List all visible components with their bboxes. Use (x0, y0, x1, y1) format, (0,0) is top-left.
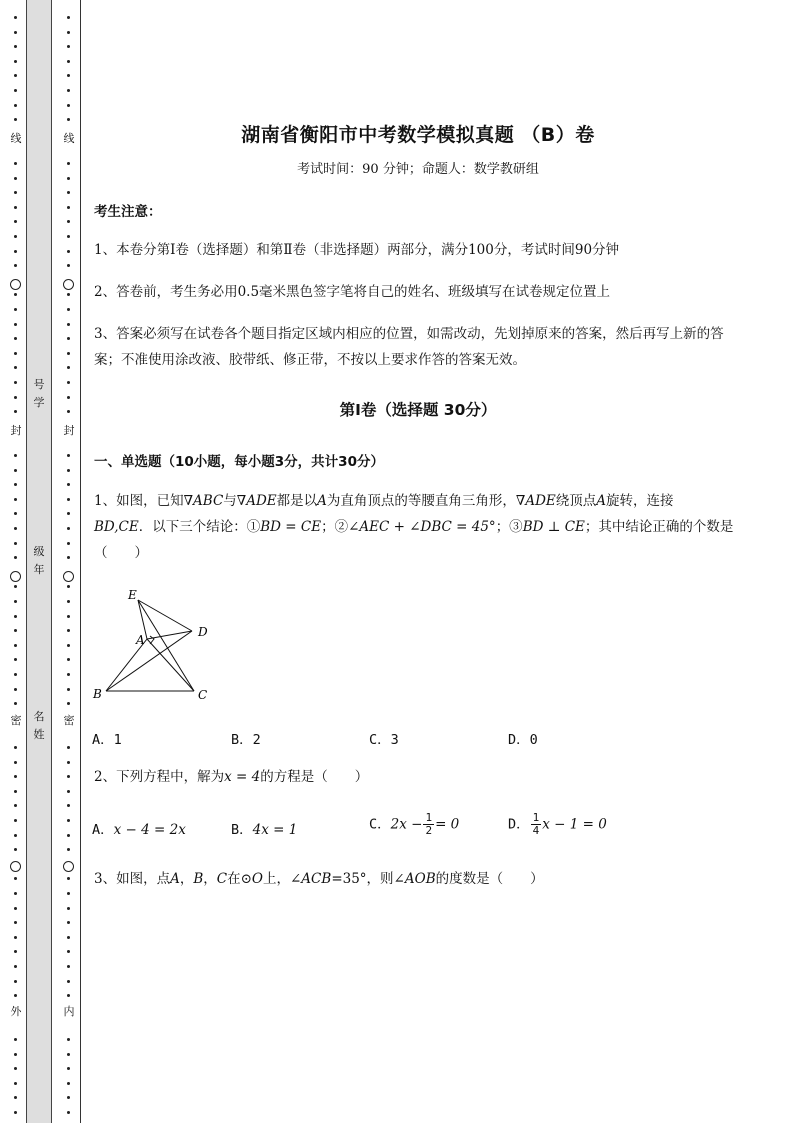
binding-dot (67, 469, 70, 472)
notice-item-1: 1、本卷分第I卷（选择题）和第Ⅱ卷（非选择题）两部分，满分100分，考试时间90分钟 (94, 242, 620, 258)
binding-dot (14, 264, 17, 267)
figure-label-b: B (93, 687, 102, 701)
binding-dot (14, 907, 17, 910)
binding-dot (14, 483, 17, 486)
binding-dot (14, 512, 17, 515)
binding-dot (14, 293, 17, 296)
binding-dot (14, 950, 17, 953)
binding-dot (67, 498, 70, 501)
binding-dot (14, 118, 17, 121)
binding-dot (14, 191, 17, 194)
q2-option-a[interactable]: A．x − 4 = 2x (92, 822, 186, 838)
binding-dot (14, 936, 17, 939)
binding-dot (67, 512, 70, 515)
right-dot-column (63, 0, 75, 1123)
margin-rule-line (80, 0, 81, 1123)
binding-dot (67, 1053, 70, 1056)
binding-dot (67, 410, 70, 413)
binding-circle-mark (10, 861, 21, 872)
binding-dot (67, 1111, 70, 1114)
binding-dot (67, 381, 70, 384)
exam-paper (92, 0, 752, 1123)
binding-dot (14, 498, 17, 501)
notice-item-3: 3、答案必须写在试卷各个题目指定区域内相应的位置，如需改动，先划掉原来的答案，然后再写上新的答案；不准使用涂改液、胶带纸、修正带，不按以上要求作答的答案无效。 (94, 326, 724, 368)
binding-dot (14, 45, 17, 48)
binding-dot (67, 907, 70, 910)
binding-dot (67, 396, 70, 399)
binding-dot (14, 396, 17, 399)
binding-dot (67, 16, 70, 19)
binding-margin (0, 0, 90, 1123)
binding-dot (14, 74, 17, 77)
binding-dot (67, 191, 70, 194)
binding-dot (14, 585, 17, 588)
binding-dot (67, 965, 70, 968)
binding-dot (67, 542, 70, 545)
binding-dot (67, 892, 70, 895)
binding-dot (14, 600, 17, 603)
binding-dot (14, 527, 17, 530)
binding-dot (67, 104, 70, 107)
binding-dot (14, 323, 17, 326)
binding-dot (14, 104, 17, 107)
question-3-text: 3、如图，点A，B，C在⊙O上，∠ACB=35°，则∠AOB的度数是（ ） (94, 871, 544, 887)
binding-dot (67, 980, 70, 983)
binding-dot (67, 1096, 70, 1099)
q1-option-a[interactable]: A．1 (92, 732, 122, 748)
q1-option-b[interactable]: B．2 (231, 732, 261, 748)
binding-dot (14, 615, 17, 618)
left-dot-column (10, 0, 22, 1123)
binding-dot (14, 542, 17, 545)
binding-dot (67, 89, 70, 92)
binding-dot (14, 892, 17, 895)
question-1-text: 1、如图，已知∇ABC与∇ADE都是以A为直角顶点的等腰直角三角形，∇ADE绕顶点A旋转，连接 BD,CE．以下三个结论：①BD = CE；②∠AEC + ∠DBC = 45°；③BD ⊥ CE；其中结论正确的个数是（ ） (94, 493, 734, 561)
binding-dot (67, 264, 70, 267)
binding-dot (67, 1038, 70, 1041)
binding-dot (14, 31, 17, 34)
binding-circle-mark (63, 279, 74, 290)
binding-dot (67, 921, 70, 924)
figure-label-c: C (198, 688, 208, 702)
binding-dot (14, 1096, 17, 1099)
binding-dot (14, 177, 17, 180)
binding-dot (14, 162, 17, 165)
q1-option-d[interactable]: D．0 (508, 732, 538, 748)
field-student-id-top: 号 (33, 378, 45, 391)
binding-dot (14, 834, 17, 837)
q2-option-b[interactable]: B．4x = 1 (231, 822, 298, 838)
binding-circle-mark (10, 279, 21, 290)
binding-dot (67, 629, 70, 632)
binding-dot (67, 308, 70, 311)
binding-dot (14, 848, 17, 851)
binding-dot (67, 804, 70, 807)
binding-dot (67, 162, 70, 165)
binding-dot (67, 877, 70, 880)
binding-dot (67, 950, 70, 953)
binding-dot (14, 688, 17, 691)
binding-dot (67, 293, 70, 296)
binding-circle-mark (63, 861, 74, 872)
binding-dot (14, 469, 17, 472)
question-2-text: 2、下列方程中，解为x = 4的方程是（ ） (94, 769, 369, 785)
binding-dot (67, 483, 70, 486)
question-1-options (92, 728, 742, 752)
binding-dot (67, 673, 70, 676)
binding-dot (14, 819, 17, 822)
binding-dot (14, 658, 17, 661)
binding-dot (67, 994, 70, 997)
binding-dot (14, 89, 17, 92)
margin-mark-line: 线 (63, 132, 75, 145)
binding-dot (14, 250, 17, 253)
binding-dot (14, 804, 17, 807)
margin-mark-outer: 外 (10, 1005, 22, 1018)
binding-dot (67, 1067, 70, 1070)
binding-dot (67, 936, 70, 939)
notice-heading: 考生注意： (94, 204, 162, 220)
binding-dot (67, 644, 70, 647)
binding-dot (14, 994, 17, 997)
binding-dot (14, 877, 17, 880)
binding-dot (67, 761, 70, 764)
binding-dot (67, 60, 70, 63)
binding-dot (67, 250, 70, 253)
q2-option-c[interactable]: C．2x − $\frac{1}{2}$ = 0 (369, 811, 460, 837)
q1-option-c[interactable]: C．3 (369, 732, 399, 748)
binding-dot (67, 556, 70, 559)
binding-dot (67, 366, 70, 369)
binding-dot (67, 45, 70, 48)
binding-circle-mark (63, 571, 74, 582)
binding-dot (67, 746, 70, 749)
binding-dot (14, 1067, 17, 1070)
binding-dot (67, 177, 70, 180)
binding-dot (67, 206, 70, 209)
binding-dot (14, 965, 17, 968)
margin-mark-inner: 内 (63, 1005, 75, 1018)
binding-dot (67, 118, 70, 121)
binding-dot (14, 556, 17, 559)
field-student-id-bottom: 学 (33, 396, 45, 409)
binding-dot (14, 235, 17, 238)
binding-dot (67, 819, 70, 822)
binding-dot (14, 1082, 17, 1085)
binding-dot (67, 454, 70, 457)
field-name-bottom: 姓 (33, 728, 45, 741)
binding-dot (67, 74, 70, 77)
binding-dot (67, 790, 70, 793)
binding-circle-mark (10, 571, 21, 582)
binding-dot (14, 921, 17, 924)
binding-dot (67, 352, 70, 355)
margin-mark-line: 线 (10, 132, 22, 145)
binding-dot (14, 644, 17, 647)
binding-dot (14, 220, 17, 223)
binding-dot (14, 381, 17, 384)
figure-label-a: A (136, 633, 145, 647)
binding-dot (14, 16, 17, 19)
binding-dot (67, 527, 70, 530)
binding-dot (67, 337, 70, 340)
margin-mark-secret: 密 (10, 714, 22, 727)
binding-dot (67, 235, 70, 238)
binding-dot (14, 366, 17, 369)
binding-dot (67, 585, 70, 588)
question-2-options (92, 811, 742, 842)
binding-dot (14, 702, 17, 705)
binding-dot (67, 600, 70, 603)
binding-dot (67, 688, 70, 691)
binding-dot (14, 308, 17, 311)
binding-dot (67, 702, 70, 705)
q2-option-d[interactable]: D． $\frac{1}{4}$ x − 1 = 0 (508, 811, 607, 837)
page-title: 湖南省衡阳市中考数学模拟真题 （B）卷 (241, 124, 595, 146)
binding-dot (67, 658, 70, 661)
part-heading: 一、单选题（10小题，每小题3分，共计30分） (94, 454, 384, 470)
margin-mark-seal: 封 (63, 424, 75, 437)
binding-dot (14, 1053, 17, 1056)
margin-mark-secret: 密 (63, 714, 75, 727)
binding-dot (14, 746, 17, 749)
section-title: 第I卷（选择题 30分） (339, 401, 497, 419)
binding-dot (14, 60, 17, 63)
figure-label-d: D (198, 625, 208, 639)
binding-dot (14, 410, 17, 413)
binding-dot (67, 848, 70, 851)
binding-dot (14, 629, 17, 632)
binding-dot (67, 775, 70, 778)
binding-dot (14, 790, 17, 793)
binding-dot (14, 761, 17, 764)
binding-dot (14, 980, 17, 983)
binding-dot (67, 1082, 70, 1085)
binding-dot (14, 337, 17, 340)
binding-dot (14, 673, 17, 676)
exam-subtitle: 考试时间：90 分钟；命题人：数学教研组 (297, 162, 539, 177)
binding-dot (67, 220, 70, 223)
binding-dot (14, 775, 17, 778)
binding-dot (14, 454, 17, 457)
field-name-top: 名 (33, 710, 45, 723)
field-grade-bottom: 年 (33, 563, 45, 576)
figure-label-e: E (128, 588, 137, 602)
margin-mark-seal: 封 (10, 424, 22, 437)
binding-dot (14, 1111, 17, 1114)
binding-dot (67, 323, 70, 326)
binding-dot (14, 206, 17, 209)
notice-item-2: 2、答卷前，考生务必用0.5毫米黑色签字笔将自己的姓名、班级填写在试卷规定位置上 (94, 284, 611, 300)
binding-dot (14, 1038, 17, 1041)
binding-dot (67, 31, 70, 34)
binding-dot (67, 834, 70, 837)
student-info-strip (26, 0, 52, 1123)
binding-dot (67, 615, 70, 618)
field-grade-top: 级 (33, 545, 45, 558)
question-1-figure (92, 586, 222, 704)
binding-dot (14, 352, 17, 355)
